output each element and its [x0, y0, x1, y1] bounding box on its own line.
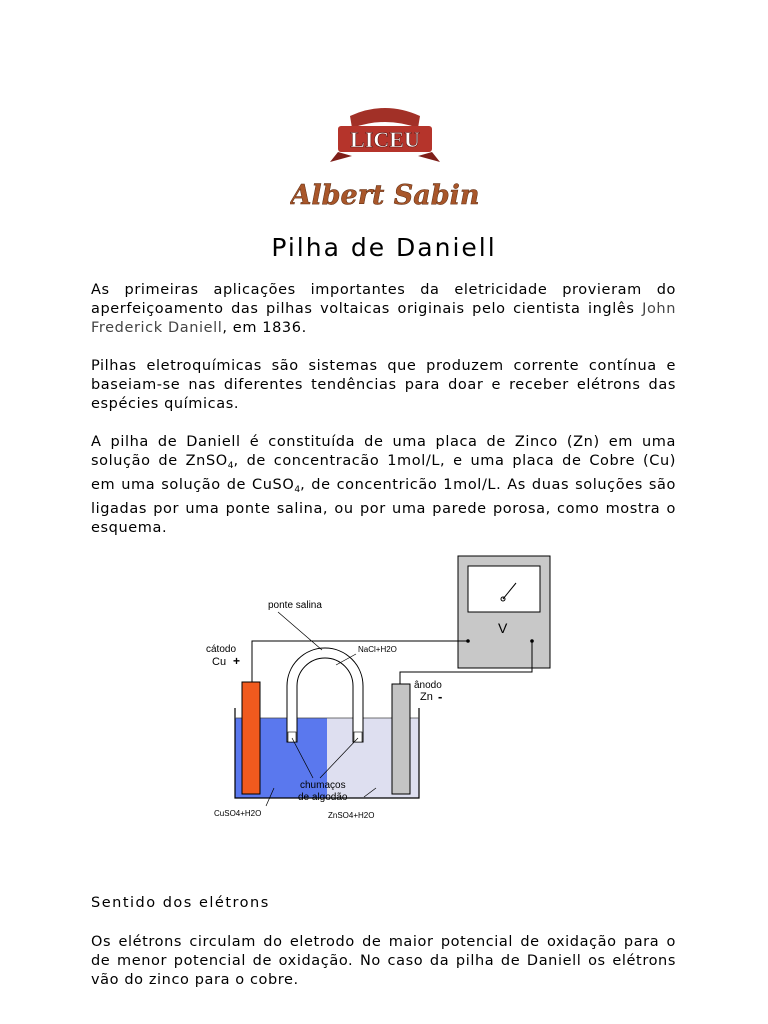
- subscript-cuso4: 4: [294, 485, 301, 495]
- zinc-electrode: [392, 684, 410, 794]
- logo-banner-top: [350, 108, 420, 128]
- logo-top-text: LICEU: [350, 127, 420, 152]
- label-cuso4: CuSO4+H2O: [214, 809, 262, 818]
- paragraph-intro-end: , em 1836.: [222, 320, 307, 336]
- scientist-name: John Frederick Daniell: [91, 301, 676, 336]
- label-plus: +: [233, 654, 241, 668]
- label-nacl: NaCl+H2O: [358, 645, 397, 654]
- label-anodo: ânodo: [414, 680, 442, 691]
- page-title: Pilha de Daniell: [271, 233, 497, 262]
- composition-text-a: A pilha de Daniell é constituída de uma placa de Zinco (Zn) em uma solução de ZnSO: [91, 434, 676, 469]
- label-chumacos-2: de algodão: [298, 792, 348, 803]
- logo-banner-tails: [330, 152, 440, 162]
- paragraph-intro-text: As primeiras aplicações importantes da eletricidade provieram do aperfeiçoamento das pilhas voltaicas originais pelo cientista inglês: [91, 282, 676, 317]
- daniell-cell-diagram: [196, 554, 556, 824]
- section-heading-electron-direction: Sentido dos elétrons: [91, 895, 270, 911]
- school-logo: [290, 96, 480, 216]
- logo-bottom-text: Albert Sabin: [290, 180, 480, 211]
- paragraph-intro: [91, 281, 676, 338]
- copper-electrode: [242, 682, 260, 794]
- label-ponte-salina: ponte salina: [268, 600, 322, 611]
- paragraph-daniell-composition: [91, 433, 676, 538]
- label-cu: Cu: [212, 656, 227, 668]
- cotton-plug-left: [288, 732, 296, 742]
- label-catodo: cátodo: [206, 644, 237, 655]
- label-chumacos-1: chumaços: [300, 780, 346, 791]
- composition-text-c: , de concentricão 1mol/L. As duas soluções são ligadas por uma ponte salina, ou por uma parede porosa, como mostra o esquema.: [91, 477, 676, 536]
- pointer-ponte: [278, 612, 322, 650]
- label-znso4: ZnSO4+H2O: [328, 811, 375, 820]
- paragraph-electrochemical: Pilhas eletroquímicas são sistemas que produzem corrente contínua e baseiam-se nas diferentes tendências para doar e receber elétrons das espécies químicas.: [91, 358, 676, 412]
- subscript-znso4: 4: [227, 461, 234, 471]
- paragraph-electron-flow: Os elétrons circulam do eletrodo de maior potencial de oxidação para o de menor potencial de oxidação. No caso da pilha de Daniell os elétrons vão do zinco para o cobre.: [91, 934, 676, 988]
- composition-text-b: , de concentracão 1mol/L, e uma placa de Cobre (Cu) em uma solução de CuSO: [91, 453, 676, 493]
- voltmeter-label: V: [498, 620, 508, 636]
- label-zn: Zn: [420, 691, 433, 703]
- voltmeter-dial: [468, 566, 540, 612]
- label-minus: -: [438, 689, 443, 704]
